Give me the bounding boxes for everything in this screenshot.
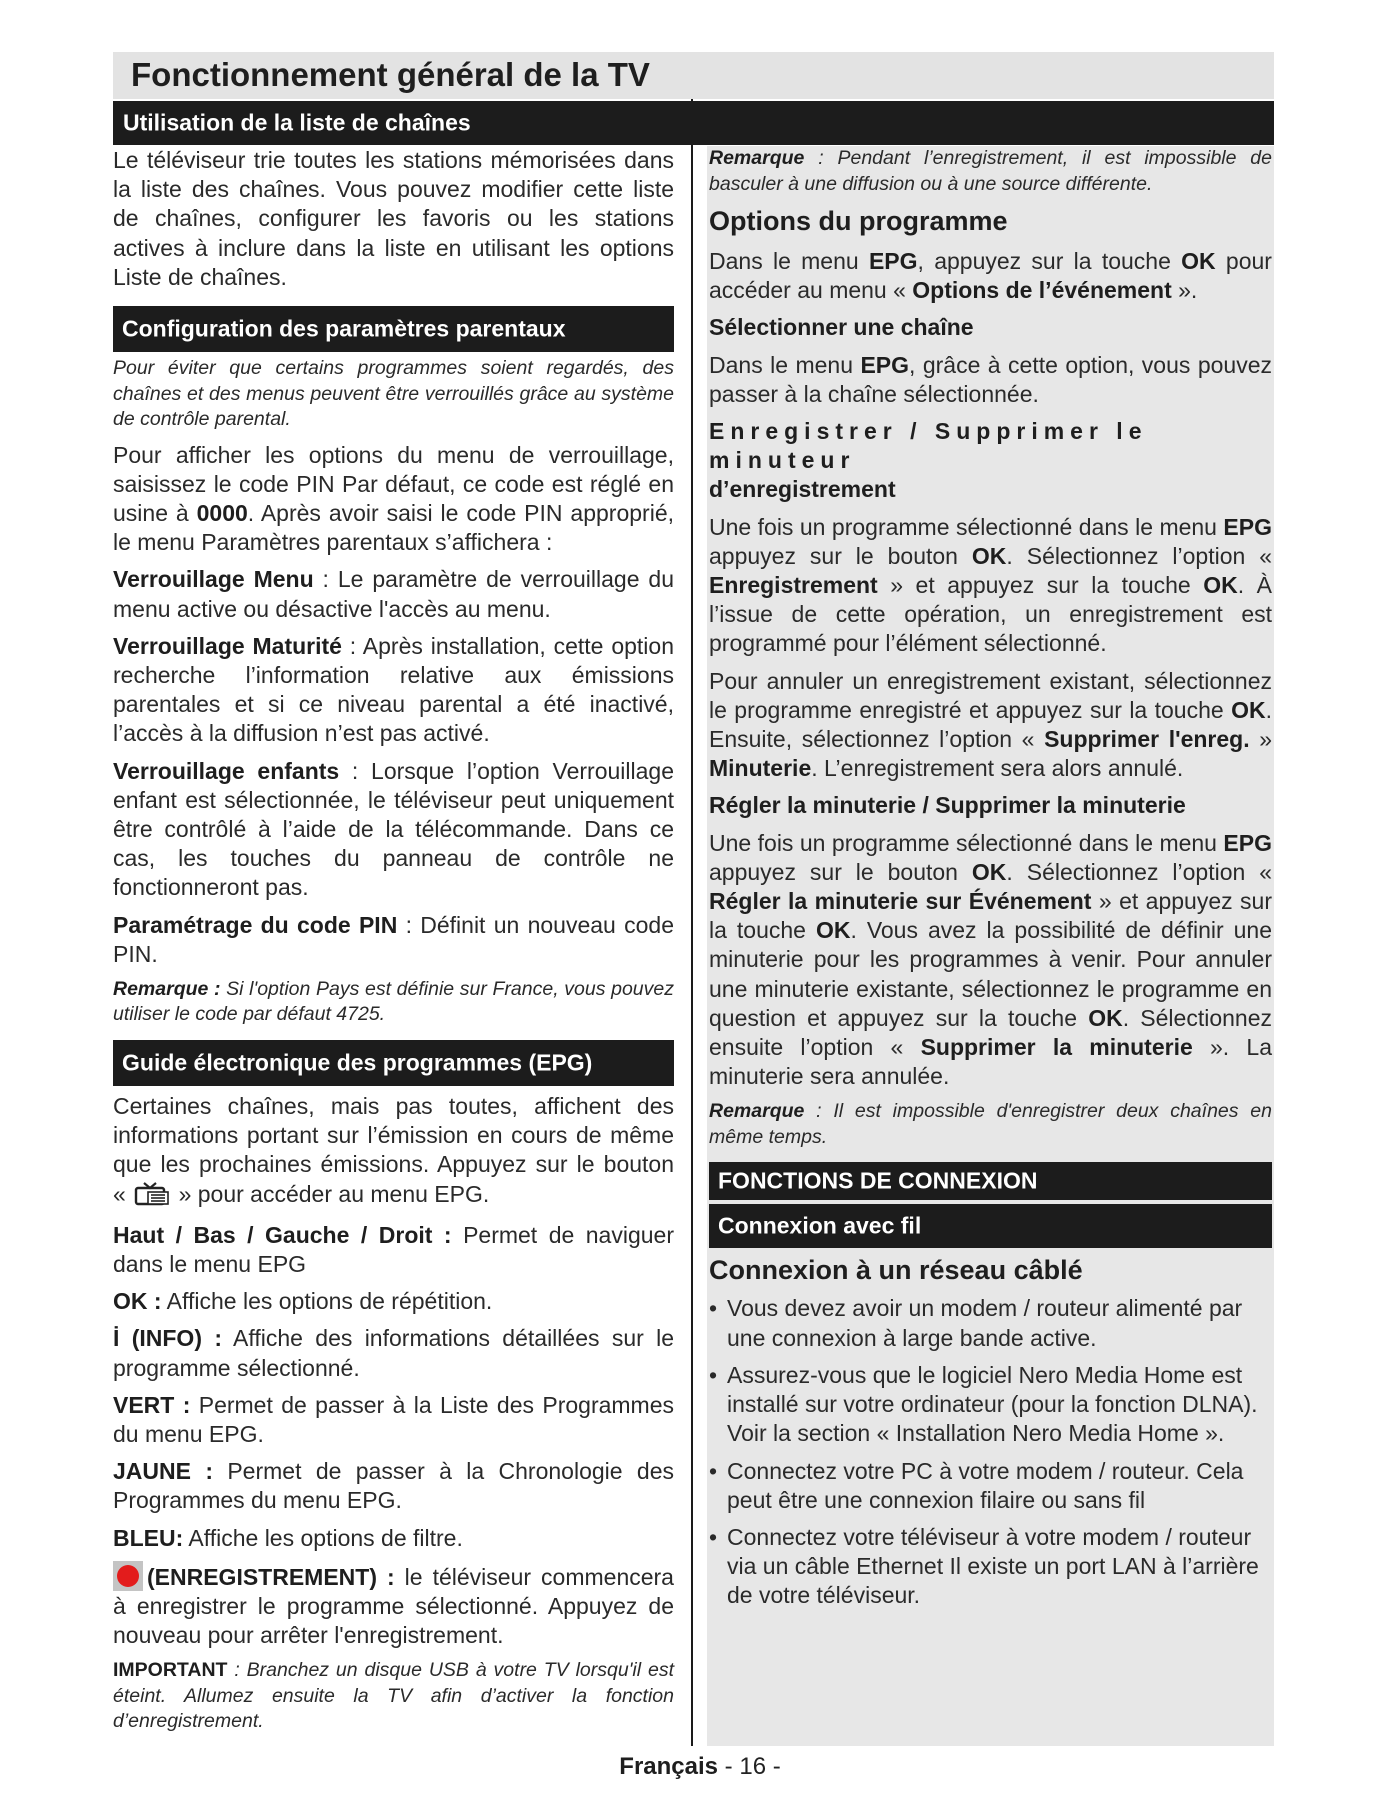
heading: Connexion à un réseau câblé <box>709 1255 1083 1286</box>
tv-guide-icon <box>134 1182 170 1213</box>
paragraph: Pour afficher les options du menu de verrouillage, saisissez le code PIN Par défaut, ce code est réglé en usine à 0000. Après avoir saisi le code PIN approprié, le menu Paramètres parentaux s’affichera : <box>113 441 674 556</box>
paragraph: İ (INFO) : Affiche des informations détaillées sur le programme sélectionné. <box>113 1325 675 1381</box>
bullet-icon: • <box>709 1361 718 1388</box>
paragraph: Le téléviseur trie toutes les stations mémorisées dans la liste des chaînes. Vous pouvez modifier cette liste de chaînes, configurer les favoris ou les stations actives à inclure dans la liste en utilisant les options Liste de chaînes. <box>113 147 674 290</box>
footer-language: Français <box>619 1753 719 1780</box>
column-divider <box>691 99 693 1746</box>
note: Remarque : Pendant l’enregistrement, il est impossible de basculer à une diffusion ou à une source différente. <box>709 147 1272 195</box>
note: Pour éviter que certains programmes soient regardés, des chaînes et des menus peuvent être verrouillés grâce au système de contrôle parental. <box>113 357 674 431</box>
paragraph: Une fois un programme sélectionné dans le menu EPG appuyez sur le bouton OK. Sélectionnez l’option « Enregistrement » et appuyez sur la touche OK. À l’issue de cette opération, un enregistrement est programmé pour l’élément sélectionné. <box>709 513 1273 657</box>
bullet-icon: • <box>709 1457 718 1484</box>
section-title: Configuration des paramètres parentaux <box>122 315 566 342</box>
paragraph: Certaines chaînes, mais pas toutes, affichent des informations portant sur l’émission en cours de même que les prochaines émissions. Appuyez sur le bouton « » pour accéder au menu EPG. <box>113 1092 674 1213</box>
paragraph: Haut / Bas / Gauche / Droit : Permet de naviguer dans le menu EPG <box>113 1221 674 1277</box>
paragraph: Verrouillage Maturité : Après installation, cette option recherche l’information relative aux émissions parentales et si ce niveau parental a été inactivé, l’accès à la diffusion n’est pas activé. <box>113 632 674 747</box>
left-column <box>113 146 674 1743</box>
page-footer <box>0 1753 1400 1781</box>
paragraph: Paramétrage du code PIN : Définit un nouveau code PIN. <box>113 911 674 967</box>
list-item: • Connectez votre PC à votre modem / routeur. Cela peut être une connexion filaire ou sans fil <box>709 1457 1244 1513</box>
section-title: Guide électronique des programmes (EPG) <box>122 1049 593 1076</box>
note: IMPORTANT : Branchez un disque USB à votre TV lorsqu'il est éteint. Allumez ensuite la TV afin d’activer la fonction d’enregistrement. <box>113 1659 674 1733</box>
list-item: • Connectez votre téléviseur à votre modem / routeur via un câble Ethernet Il existe un port LAN à l’arrière de votre téléviseur. <box>709 1523 1259 1609</box>
list-item: • Assurez-vous que le logiciel Nero Media Home est installé sur votre ordinateur (pour la fonction DLNA). Voir la section « Installation Nero Media Home ». <box>709 1361 1258 1447</box>
heading: Options du programme <box>709 206 1008 236</box>
subheading: Sélectionner une chaîne <box>709 314 974 341</box>
subheading: Enregistrer / Supprimer le minuteur d’enregistrement <box>709 418 1148 503</box>
note: Remarque : Si l'option Pays est définie sur France, vous pouvez utiliser le code par défaut 4725. <box>113 977 674 1026</box>
bullet-list <box>709 1294 1272 1610</box>
subheading: Régler la minuterie / Supprimer la minuterie <box>709 792 1186 819</box>
section-title: FONCTIONS DE CONNEXION <box>718 1167 1038 1194</box>
paragraph: BLEU: Affiche les options de filtre. <box>113 1524 463 1551</box>
note: Remarque : Il est impossible d'enregistrer deux chaînes en même temps. <box>709 1100 1272 1148</box>
paragraph: Pour annuler un enregistrement existant, sélectionnez le programme enregistré et appuyez sur la touche OK. Ensuite, sélectionnez l’option « Supprimer l'enreg. » Minuterie. L’enregistrement sera alors annulé. <box>709 667 1272 782</box>
paragraph: (ENREGISTREMENT) : le téléviseur commencera à enregistrer le programme sélectionné. Appuyez de nouveau pour arrêter l'enregistrement. <box>113 1561 674 1651</box>
list-item: • Vous devez avoir un modem / routeur alimenté par une connexion à large bande active. <box>709 1295 1243 1351</box>
paragraph: Dans le menu EPG, appuyez sur la touche OK pour accéder au menu « Options de l’événement ». <box>709 248 1272 304</box>
section-bar-epg <box>113 1040 674 1086</box>
paragraph: VERT : Permet de passer à la Liste des Programmes du menu EPG. <box>113 1391 675 1447</box>
paragraph: Dans le menu EPG, grâce à cette option, vous pouvez passer à la chaîne sélectionnée. <box>709 351 1272 407</box>
section-bar-connection <box>709 1162 1272 1200</box>
paragraph: Verrouillage Menu : Le paramètre de verrouillage du menu active ou désactive l'accès au menu. <box>113 566 675 622</box>
paragraph: OK : Affiche les options de répétition. <box>113 1288 493 1315</box>
paragraph: Une fois un programme sélectionné dans le menu EPG appuyez sur le bouton OK. Sélectionnez l’option « Régler la minuterie sur Événement » et appuyez sur la touche OK. Vous avez la possibilité de définir une minuterie pour les programmes à venir. Pour annuler une minuterie existante, sélectionnez le programme en question et appuyez sur la touche OK. Sélectionnez ensuite l’option « Supprimer la minuterie ». La minuterie sera annulée. <box>709 829 1273 1090</box>
right-column <box>709 146 1272 1619</box>
paragraph: Verrouillage enfants : Lorsque l’option Verrouillage enfant est sélectionnée, le téléviseur peut uniquement être contrôlé à l’aide de la télécommande. Dans ce cas, les touches du panneau de contrôle ne fonctionneront pas. <box>113 757 674 901</box>
bullet-icon: • <box>709 1523 718 1550</box>
section-bar-parental <box>113 306 674 352</box>
page-title: Fonctionnement général de la TV <box>131 56 650 93</box>
section-bar-channel-list <box>113 101 1274 145</box>
page-number: - 16 - <box>718 1753 781 1780</box>
paragraph: JAUNE : Permet de passer à la Chronologie des Programmes du menu EPG. <box>113 1458 674 1514</box>
section-title: Connexion avec fil <box>718 1212 922 1239</box>
section-title: Utilisation de la liste de chaînes <box>123 109 471 136</box>
section-bar-wired <box>709 1204 1272 1248</box>
record-button-icon <box>113 1561 143 1591</box>
page-header <box>113 52 1274 99</box>
bullet-icon: • <box>709 1295 718 1322</box>
